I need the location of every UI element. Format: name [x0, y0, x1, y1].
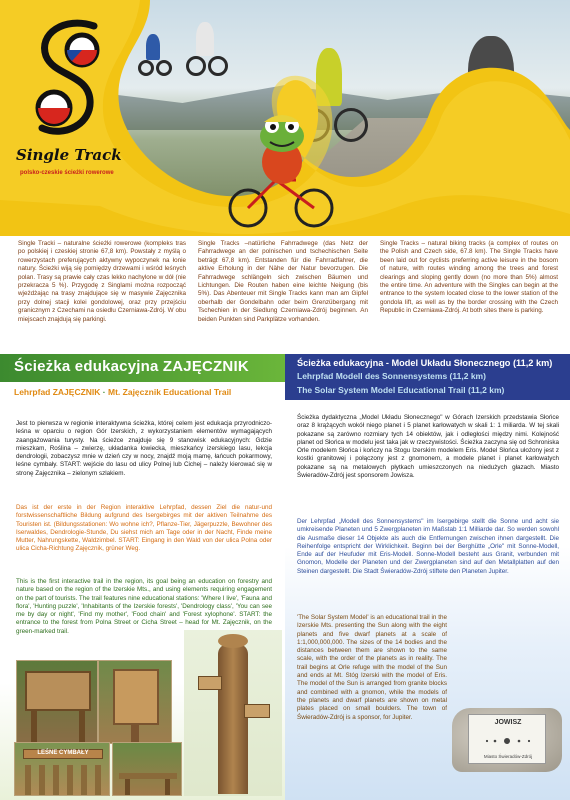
- right-section-title: Ścieżka edukacyjna - Model Układu Słonecznego (11,2 km): [297, 358, 553, 368]
- left-subtitle-de: Lehrpfad ZAJĘCZNIK: [14, 387, 101, 397]
- right-subtitle-en: The Solar System Model Educational Trail (11,2 km): [297, 385, 505, 395]
- left-subtitle-separator: ·: [102, 387, 106, 397]
- left-text-en: This is the first interactive trail in the region, its goal being an education on forestry and nature based on the region of the Izerskie Mts., and using elements requiring engagement on the part of tourists. The trail features nine educational stations: 'Where I live', 'Fauna and flora', 'Hunting puzzle', 'Inhabitants of the Izerskie forests', 'Dendrology class', 'You can see me by day or night', 'Find my mother', 'Food chain' and 'Forest xylophone'. START: the entrance to the forest from Polna Street or Cicha Street – head for Mt. Zajęcznik, on the green-marked trail.: [16, 578, 272, 635]
- jupiter-plate-photo: [452, 708, 562, 772]
- left-section-heading: [0, 354, 285, 410]
- right-text-pl: Ścieżka dydaktyczna „Model Układu Słonecznego" w Górach Izerskich przedstawia Słońce oraz 8 krążących wokół niego planet i 5 planet karłowatych w skali 1: 1 miliarda. W tej skali pokazane są zarówno rozmiary tych 14 obiektów, jak i odległości między nimi. Kolejność planet od Słońca w modelu jest taka jak w rzeczywistości. Ścieżka zaczyna się od Schroniska Orle modelem Słońca i kończy na Stogu Izerskim modelem Eris. Model Słońca ułożony jest z kostki granitowej i połączony jest z gnomonem, a modele planet i planet karłowatych pokazane są na metalowych płytkach umieszczonych na niedużych głazach. Miasto Świeradów-Zdrój jest sponsorem Jowisza.: [297, 414, 559, 480]
- jupiter-plate-name: JOWISZ: [494, 719, 522, 726]
- logo-subtitle: polsko-czeskie ścieżki rowerowe: [20, 170, 114, 176]
- jupiter-plate-caption: Miasto Świeradów-Zdrój: [483, 754, 533, 759]
- left-subtitle-en: Mt. Zajęcznik Educational Trail: [108, 387, 232, 397]
- right-text-de: Der Lehrpfad „Modell des Sonnensystems" im Isergebirge stellt die Sonne und acht sie umkreisende Planeten und 5 Zwergplaneten im Maßstab 1:1 Milliarde dar. So werden sowohl die Ausmaße dieser 14 Objekte als auch die Entfernungen zwischen ihnen dargestellt. Die Reihenfolge entspricht der Wirklichkeit. Beginn bei der Berghütte „Orle" mit Sonne-Modell, Ende auf der Heufuder mit Eris-Modell. Sonne-Modell besteht aus Granit, verbunden mit Gnomon, Modelle der Planeten und der Zwergplaneten sind auf den Metallplatten auf den Steinen dargestellt. Die Stadt Świeradów-Zdrój stiftete den Planeten Jupiter.: [297, 518, 559, 575]
- intro-text-de: Single Tracks –natürliche Fahrradwege (das Netz der Fahrradwege an der polnischen und tschechischen Seite beträgt 67,8 km). Entstanden für die Fahrradfahrer, die aktive Erholung in der Nähe der Natur bevorzugen. Die Fahrradwege schlängeln sich zwischen Bäumen und Lichtungen. Die Routen haben eine leichte Neigung (bis 5%). Das Abenteuer mit Single Tracks kann man am Gipfel oberhalb der Gondelbahn oder beim Grenzübergang mit Tschechien in der Siedlung Czerniawa-Zdrój beginnen. An beiden Punkten sind Parkplätze vorhanden.: [198, 240, 368, 323]
- jupiter-plate: [468, 714, 546, 764]
- single-track-logo: [0, 0, 150, 230]
- logo-title: Single Track: [16, 146, 122, 164]
- left-section-title: Ścieżka edukacyjna ZAJĘCZNIK: [14, 358, 249, 375]
- xylophone-sign-text: LEŚNE CYMBAŁY: [37, 750, 89, 756]
- photo-forest-xylophone: [14, 742, 110, 796]
- photo-carved-totem: [184, 630, 282, 796]
- photo-info-station: [16, 660, 98, 744]
- intro-text-pl: Single Tracki – naturalne ścieżki rowerowe (kompleks tras po polskiej i czeskiej stronie 67,8 km). Powstały z myślą o rowerzystach preferujących aktywny wypoczynek na łonie natury. Ścieżki wiją się pomiędzy drzewami i wśród leśnych polan. Trasy są prawie cały czas lekko nachylone w dół (nie przekracza 5 %). Przygodę z Singlami można rozpocząć wjeżdżając na trasy znajdujące się w masywie Zajęcznika przy dolnej stacji kolei gondolowej, oraz przy przejściu granicznym z Czechami na osiedlu Czerniawa-Zdrój. W obu miejscach znajdują się parkingi.: [18, 240, 186, 323]
- left-section-subtitle: [14, 387, 231, 397]
- photo-wooden-sign: [98, 660, 172, 744]
- jupiter-moons-graphic: [475, 732, 539, 750]
- left-text-de: Das ist der erste in der Region interaktive Lehrpfad, dessen Ziel die natur-und forstwissenschaftliche Bildung aufgrund des Isergebirges mit der aktiven Teilnahme des Touristen ist. (Bildungsstationen: Wo wohne ich?, Pflanze-Tier, Jägerpuzzle, Bewohner des Iserwaldes, Dendrologie-Stunde, Du siehst mich am Tage oder in der Nacht, Finde meine Mutter, Nahrungskette, Waldzimbel. START: Eingang in den Wald von der ulica Polna oder ulica Cicha-Richtung Zajęcznik, grüner Weg.: [16, 504, 272, 553]
- frog-mascot: [226, 110, 336, 230]
- right-section-heading: [285, 354, 570, 410]
- intro-text-en: Single Tracks – natural biking tracks (a complex of routes on the Polish and Czech side, 67.8 km). The Single Tracks have been laid out for cyclists preferring active leisure in the bosom of nature, with routes winding among the trees and forest clearings and sloping gently down (no more than 5%) almost the entire time. An adventure with the Singles can begin at the entrance to the system located close to the lower station of the gondola lift, as well as by the border crossing with the Czech Republic in Czerniawa-Zdrój. At both sites there is parking.: [380, 240, 558, 315]
- logo-mark: [24, 16, 114, 144]
- photo-trail-benches: [112, 742, 182, 796]
- right-subtitle-de: Lehrpfad Modell des Sonnensystems (11,2 km): [297, 371, 486, 381]
- left-text-pl: Jest to pierwsza w regionie interaktywna ścieżka, której celem jest edukacja przyrodniczo-leśna w oparciu o region Gór Izerskich, z wykorzystaniem elementów wymagających zaangażowania turysty. Na ścieżce znajduje się 9 stanowisk edukacyjnych: Gdzie mieszkam, Roślina – zwierzę, układanka łowiecka, mieszkańcy izerskiego lasu, lekcja dendrologii, zobaczysz mnie w dzień czy w nocy, znajdź moją mamę, łańcuch pokarmowy, leśne cymbały. START: wejście do lasu od ulicy Polnej lub Cichej – należy kierować się w stronę Zajęcznika – zielonym szlakiem.: [16, 420, 272, 477]
- right-text-en: 'The Solar System Model' is an educational trail in the Izerskie Mts. presenting the Sun along with the eight planets and five dwarf planets at a scale of 1:1,000,000,000. The sizes of the 14 bodies and the distances between them are shown to the same scale, with the order of the planets as in reality. The trail begins at Orle refuge with the model of the Sun and ends at Mt. Stóg Izerski with the model of Eris. The model of the Sun is arranged from granite blocks and combined with a gnomon, while the models of the planets and dwarf planets are shown on metal plates placed on small boulders. The town of Świeradów-Zdrój is a sponsor, for Jupiter.: [297, 614, 447, 721]
